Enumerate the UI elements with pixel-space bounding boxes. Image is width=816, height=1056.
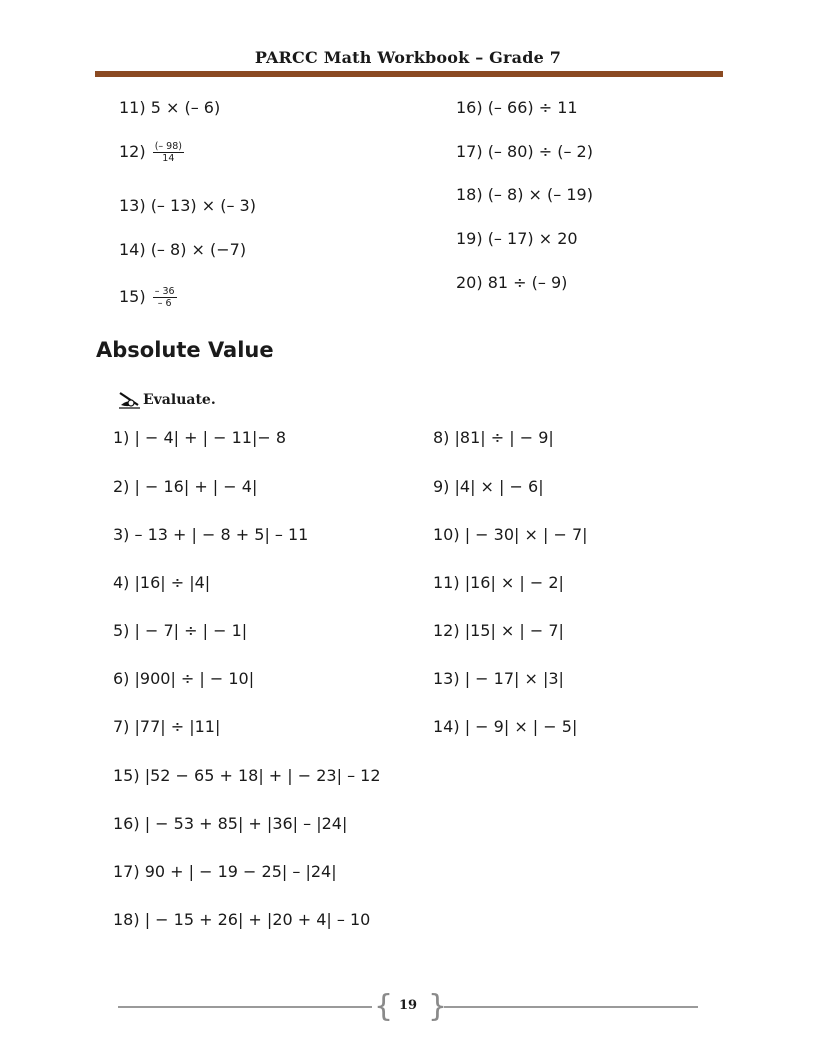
page-number: 19 bbox=[398, 998, 418, 1013]
fraction-numerator: (– 98) bbox=[154, 141, 182, 152]
abs-problem-13: 13) | − 17| × |3| bbox=[433, 669, 564, 688]
abs-problem-6: 6) |900| ÷ | − 10| bbox=[113, 669, 255, 688]
abs-problem-4: 4) |16| ÷ |4| bbox=[113, 573, 211, 592]
problem-13: 13) (– 13) × (– 3) bbox=[119, 196, 256, 215]
problem-14: 14) (– 8) × (−7) bbox=[119, 240, 247, 259]
abs-problem-7: 7) |77| ÷ |11| bbox=[113, 717, 221, 736]
abs-problem-15: 15) |52 − 65 + 18| + | − 23| – 12 bbox=[113, 766, 381, 785]
fraction bbox=[153, 141, 184, 164]
footer-bracket-right: } bbox=[428, 989, 448, 1024]
abs-problem-5: 5) | − 7| ÷ | − 1| bbox=[113, 621, 248, 640]
problem-number: 12) bbox=[119, 142, 146, 161]
instruction-text: Evaluate. bbox=[143, 392, 216, 408]
pencil-icon bbox=[118, 390, 142, 410]
problem-19: 19) (– 17) × 20 bbox=[456, 229, 578, 248]
abs-problem-17: 17) 90 + | − 19 − 25| – |24| bbox=[113, 862, 337, 881]
footer-bracket-left: { bbox=[374, 989, 394, 1024]
problem-20: 20) 81 ÷ (– 9) bbox=[456, 273, 568, 292]
problem-18: 18) (– 8) × (– 19) bbox=[456, 185, 593, 204]
abs-problem-16: 16) | − 53 + 85| + |36| – |24| bbox=[113, 814, 348, 833]
problem-17: 17) (– 80) ÷ (– 2) bbox=[456, 142, 593, 161]
problem-16: 16) (– 66) ÷ 11 bbox=[456, 98, 578, 117]
problem-15 bbox=[119, 286, 177, 309]
abs-problem-14: 14) | − 9| × | − 5| bbox=[433, 717, 578, 736]
instruction bbox=[118, 390, 216, 410]
abs-problem-12: 12) |15| × | − 7| bbox=[433, 621, 564, 640]
problem-number: 15) bbox=[119, 287, 146, 306]
abs-problem-3: 3) – 13 + | − 8 + 5| – 11 bbox=[113, 525, 309, 544]
abs-problem-9: 9) |4| × | − 6| bbox=[433, 477, 544, 496]
footer-rule-left bbox=[118, 1006, 372, 1008]
fraction-numerator: – 36 bbox=[154, 286, 175, 297]
fraction-denominator: – 6 bbox=[157, 298, 172, 309]
abs-problem-8: 8) |81| ÷ | − 9| bbox=[433, 428, 554, 447]
abs-problem-11: 11) |16| × | − 2| bbox=[433, 573, 564, 592]
abs-problem-10: 10) | − 30| × | − 7| bbox=[433, 525, 588, 544]
problem-11: 11) 5 × (– 6) bbox=[119, 98, 221, 117]
abs-problem-1: 1) | − 4| + | − 11|− 8 bbox=[113, 428, 287, 447]
fraction bbox=[153, 286, 177, 309]
footer-rule-right bbox=[444, 1006, 698, 1008]
abs-problem-2: 2) | − 16| + | − 4| bbox=[113, 477, 258, 496]
page-header-title: PARCC Math Workbook – Grade 7 bbox=[254, 48, 562, 67]
abs-problem-18: 18) | − 15 + 26| + |20 + 4| – 10 bbox=[113, 910, 371, 929]
fraction-denominator: 14 bbox=[162, 153, 175, 164]
section-title: Absolute Value bbox=[96, 338, 274, 362]
problem-12 bbox=[119, 141, 184, 164]
header-rule bbox=[95, 71, 723, 77]
